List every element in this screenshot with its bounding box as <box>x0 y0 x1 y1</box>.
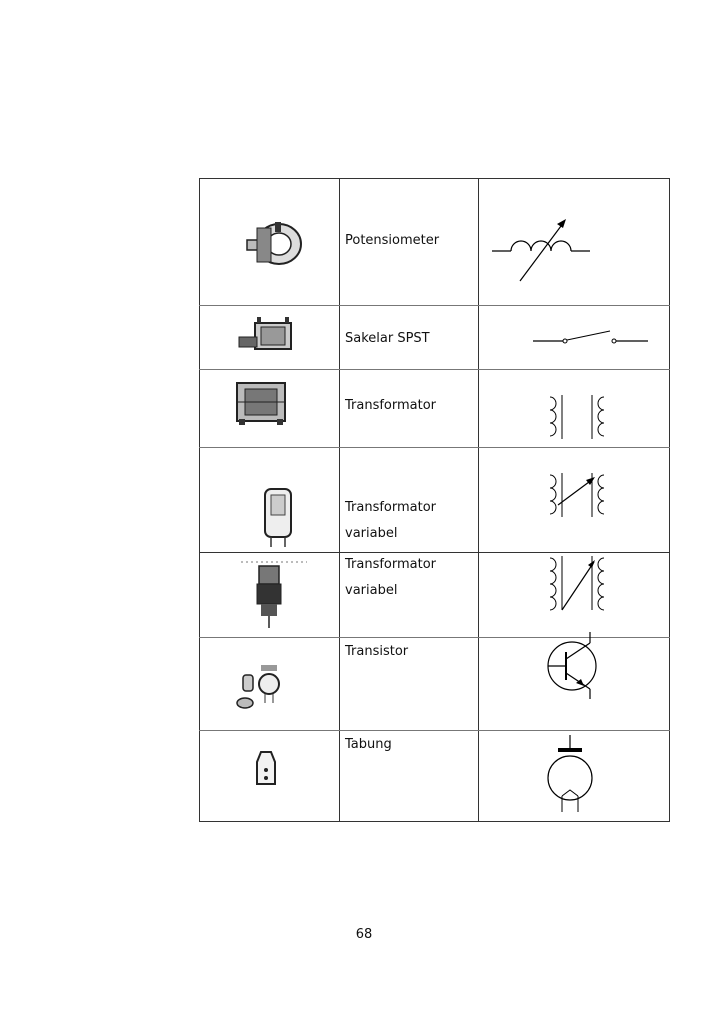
symbol-cell <box>478 637 670 730</box>
table-row <box>199 369 670 447</box>
component-name: Transformator <box>345 398 437 413</box>
component-name: Sakelar SPST <box>345 331 430 346</box>
tube-symbol <box>478 730 670 821</box>
component-photo-cell <box>199 637 339 730</box>
page-number: 68 <box>355 927 373 942</box>
symbol-cell <box>478 178 670 305</box>
variable-transformer-photo <box>199 552 339 637</box>
component-photo-cell <box>199 305 339 369</box>
component-photo-cell <box>199 730 339 821</box>
component-name: Transformator variabel <box>345 557 437 598</box>
variable-transformer-photo <box>199 447 339 552</box>
variable-inductor-symbol <box>478 178 670 305</box>
component-name: Tabung <box>345 737 392 752</box>
component-name-cell <box>339 730 478 821</box>
transistor-symbol <box>478 637 670 730</box>
spst-switch-symbol <box>478 305 670 369</box>
table-row <box>199 305 670 369</box>
symbol-cell <box>478 305 670 369</box>
potentiometer-photo <box>199 178 339 305</box>
component-name-cell <box>339 552 478 637</box>
component-name-cell <box>339 447 478 552</box>
symbol-cell <box>478 369 670 447</box>
component-name-cell <box>339 178 478 305</box>
component-name-cell <box>339 369 478 447</box>
spst-switch-photo <box>199 305 339 369</box>
variable-transformer-symbol <box>478 447 670 552</box>
component-symbol-table <box>199 178 670 822</box>
symbol-cell <box>478 730 670 821</box>
table-row <box>199 552 670 637</box>
table-border-bottom <box>199 821 670 822</box>
transformer-symbol <box>478 369 670 447</box>
component-photo-cell <box>199 178 339 305</box>
symbol-cell <box>478 552 670 637</box>
component-name-cell <box>339 305 478 369</box>
component-name: Transistor <box>345 644 409 659</box>
symbol-cell <box>478 447 670 552</box>
table-row <box>199 730 670 821</box>
variable-transformer-symbol <box>478 552 670 637</box>
component-name: Potensiometer <box>345 233 440 248</box>
component-photo-cell <box>199 369 339 447</box>
component-photo-cell <box>199 552 339 637</box>
tube-photo <box>199 730 339 821</box>
table-row <box>199 447 670 552</box>
table-row <box>199 637 670 730</box>
transistor-photo <box>199 637 339 730</box>
component-name-cell <box>339 637 478 730</box>
table-row <box>199 178 670 305</box>
component-name: Transformator variabel <box>345 500 437 541</box>
component-photo-cell <box>199 447 339 552</box>
transformer-photo <box>199 369 339 447</box>
